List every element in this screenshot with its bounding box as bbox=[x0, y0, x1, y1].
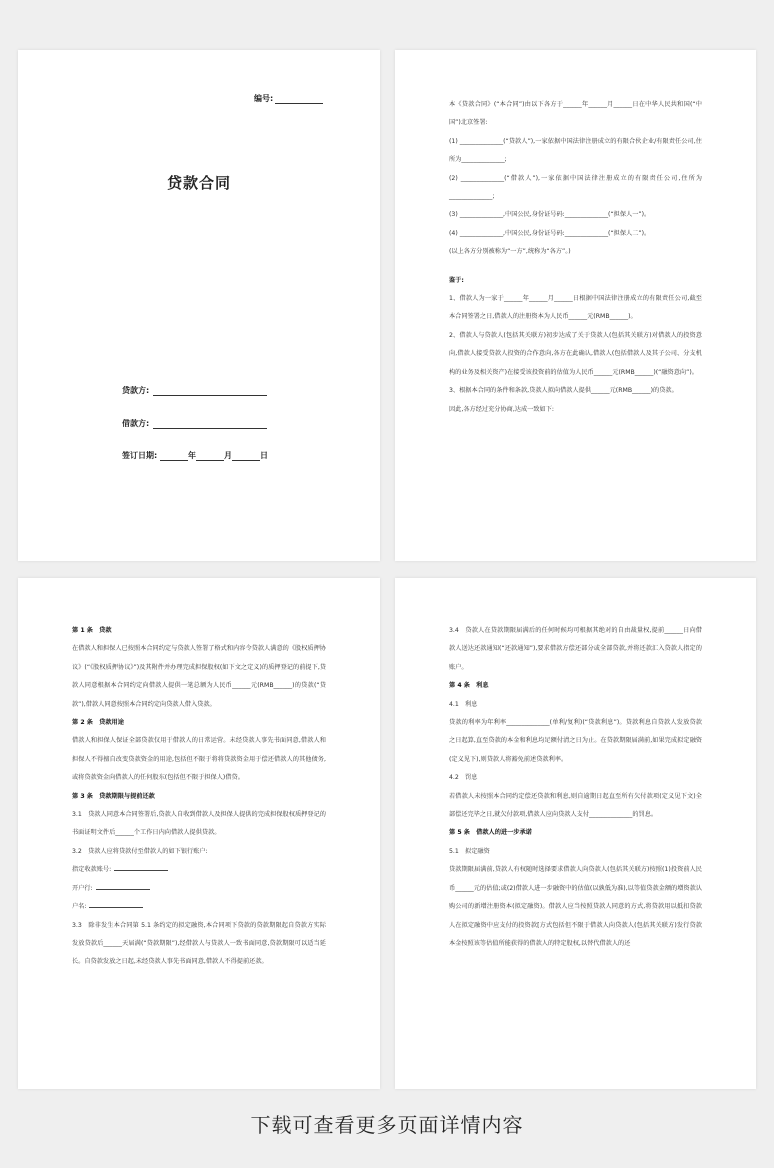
party-2-paragraph: (2) ______________(“借款人”),一家依据中国法律注册成立的有限责任公司,住所为______________; bbox=[449, 174, 702, 201]
agreement-intro: 因此,各方经过充分协商,达成一致如下: bbox=[449, 405, 555, 413]
party-1-paragraph: (1) ______________(“贷款人”),一家依据中国法律注册成立的有限合伙企业/有限责任公司,住所为______________; bbox=[449, 137, 702, 164]
party-3-paragraph: (3) ______________,中国公民,身份证号码:______________(“担保人一”)。 bbox=[449, 211, 651, 219]
contract-number-label: 编号: bbox=[254, 94, 274, 103]
article-2-heading: 第 2 条 贷款用途 bbox=[72, 719, 124, 727]
contract-number-blank bbox=[275, 94, 323, 104]
account-number-blank bbox=[114, 863, 168, 871]
holder-line bbox=[72, 898, 326, 916]
month-blank bbox=[196, 451, 224, 461]
download-more-caption: 下载可查看更多页面详情内容 bbox=[250, 1113, 524, 1137]
whereas-2: 2、借款人与贷款人(包括其关联方)初步达成了关于贷款人(包括其关联方)对借款人的投资意向,借款人接受贷款人投资的合作意向,各方在此确认,借款人(包括借款人及其子公司、分支机构的业务及相关资产)在接受该投资前的估值为人民币______元(RMB______)(“融资意向”)。 bbox=[449, 331, 702, 376]
clause-4-2-label: 4.2 罚息 bbox=[449, 774, 478, 782]
whereas-1: 1、借款人为一家于______年______月______日根据中国法律注册成立的有限责任公司,截至本合同签署之日,借款人的注册资本为人民币______元(RMB______)。 bbox=[449, 295, 702, 321]
year-label: 年 bbox=[188, 451, 196, 460]
clause-3-4: 3.4 贷款人在贷款期限届满后的任何时候均可根据其绝对的自由裁量权,提前______日向借款人送达还款通知(“还款通知”),要求借款方偿还部分或全部贷款,并将还款汇入贷款人指定的账户。 bbox=[449, 627, 702, 671]
bank-label: 开户行: bbox=[72, 884, 93, 892]
clause-4-2-text: 若借款人未按照本合同约定偿还贷款和利息,则自逾期日起直至所有欠付款项(定义见下文)全部偿还完毕之日,就欠付款项,借款人应向贷款人支付______________的罚息。 bbox=[449, 792, 702, 819]
sign-date-label: 签订日期: bbox=[122, 451, 158, 460]
borrower-label: 借款方: bbox=[122, 419, 150, 428]
holder-blank bbox=[89, 900, 143, 908]
whereas-heading: 鉴于: bbox=[449, 276, 464, 284]
article-1-heading: 第 1 条 贷款 bbox=[72, 627, 112, 634]
clause-4-1-label: 4.1 利息 bbox=[449, 700, 478, 708]
sign-date-row bbox=[122, 450, 268, 461]
bank-line bbox=[72, 880, 326, 898]
page-body bbox=[449, 96, 702, 419]
day-label: 日 bbox=[260, 451, 268, 460]
lender-blank bbox=[153, 386, 267, 396]
document-title: 贷款合同 bbox=[167, 174, 232, 192]
parties-note: (以上各方分别被称为“一方”,统称为“各方”。) bbox=[449, 248, 571, 256]
clause-4-1-text: 贷款的利率为年利率______________(单利/复利)(“贷款利息”)。贷款利息自贷款人发放贷款之日起算,直至贷款的本金和利息均足额付清之日为止。在贷款期限届满前,如果完成拟定融资(定义见下),则贷款人将豁免前述贷款利率。 bbox=[449, 719, 702, 763]
document-page-articles-1-3 bbox=[18, 578, 380, 1089]
page-body bbox=[449, 622, 702, 953]
clause-3-1: 3.1 贷款人同意本合同签署后,贷款人自收到借款人及担保人提供的完成担保股权质押登记的书面证明文件后______个工作日内向借款人提供贷款。 bbox=[72, 811, 326, 837]
lender-label: 贷款方: bbox=[122, 386, 150, 395]
article-2-text: 借款人和担保人保证全部贷款仅用于借款人的日常运营。未经贷款人事先书面同意,借款人和担保人不得擅自改变贷款资金的用途,包括但不限于将将贷款资金用于偿还借款人的其他债务,或将贷款资金向借款人的任何股东(包括但不限于担保人)借贷。 bbox=[72, 737, 326, 782]
article-1-text: 在借款人和担保人已按照本合同约定与贷款人签署了格式和内容令贷款人满意的《股权质押协议》(“《股权质押协议》”)及其附件并办理完成担保股权(如下文之定义)的质押登记的前提下,贷款人同意根据本合同约定向借款人提供一笔总额为人民币______元(RMB______)的贷款(“贷款”),借款人同意按照本合同约定向贷款人借入贷款。 bbox=[72, 645, 326, 708]
preamble-paragraph: 本《贷款合同》(“本合同”)由以下各方于______年______月______日在中华人民共和国(“中国”)北京签署: bbox=[449, 101, 702, 127]
article-3-heading: 第 3 条 贷款期限与提前还款 bbox=[72, 792, 155, 800]
article-5-heading: 第 5 条 借款人的进一步承诺 bbox=[449, 829, 532, 837]
month-label: 月 bbox=[224, 451, 232, 460]
borrower-blank bbox=[153, 419, 267, 429]
article-4-heading: 第 4 条 利息 bbox=[449, 682, 489, 690]
year-blank bbox=[160, 451, 188, 461]
contract-number-field bbox=[254, 93, 323, 104]
clause-5-1-label: 5.1 拟定融资 bbox=[449, 847, 490, 855]
account-number-line bbox=[72, 861, 326, 879]
account-number-label: 指定收款账号: bbox=[72, 866, 112, 874]
party-4-paragraph: (4) ______________,中国公民,身份证号码:______________(“担保人二”)。 bbox=[449, 229, 651, 237]
lender-signature-row bbox=[122, 385, 267, 396]
clause-3-3: 3.3 除非发生本合同第 5.1 条约定的拟定融资,本合同项下贷款的贷款期限起自贷款方实际发放贷款后______天届满(“贷款期限”),经借款人与贷款人一致书面同意,贷款期限可以适当延长。自贷款发放之日起,未经贷款人事先书面同意,借款人不得提前还款。 bbox=[72, 921, 326, 966]
borrower-signature-row bbox=[122, 418, 267, 429]
holder-label: 户名: bbox=[72, 903, 87, 911]
bank-blank bbox=[96, 882, 150, 890]
clause-5-1-text: 贷款期限届满前,贷款人有权随时选择要求借款人向贷款人(包括其关联方)按照(1)投资前人民币______元的估值;或(2)借款人进一步融资中的估值(以孰低为准),以等值贷款金额的增资款认购公司的新增注册资本(拟定融资)。借款人应当按照贷款人同意的方式,将贷款用以抵扣贷款人在拟定融资中应支付的投资款[方式包括但不限于借款人向贷款人(包括其关联方)发行贷款本金按照该等估值所能获得的借款人的特定股权,以替代借款人的还 bbox=[449, 866, 702, 947]
page-body bbox=[72, 622, 326, 972]
document-page-parties bbox=[395, 50, 756, 561]
day-blank bbox=[232, 451, 260, 461]
document-page-cover bbox=[18, 50, 380, 561]
whereas-3: 3、根据本合同的条件和条款,贷款人拟向借款人提供______元(RMB______)的贷款。 bbox=[449, 387, 678, 395]
clause-3-2: 3.2 贷款人应将贷款付至借款人的如下银行账户: bbox=[72, 847, 208, 855]
document-page-articles-4-5 bbox=[395, 578, 756, 1089]
